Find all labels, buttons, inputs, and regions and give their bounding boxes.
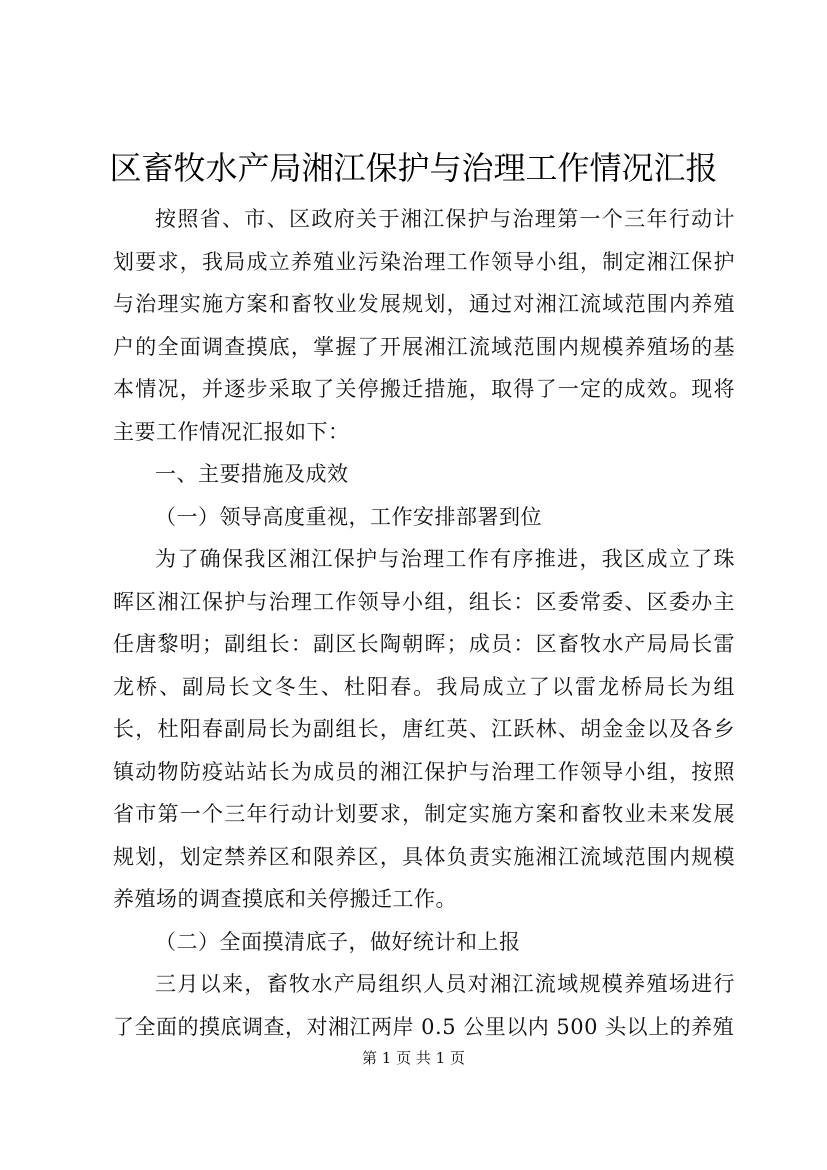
- page-number-footer: 第 1 页 共 1 页: [362, 1049, 465, 1067]
- section-heading-1: 一、主要措施及成效: [155, 462, 349, 486]
- subsection-body-2: 三月以来，畜牧水产局组织人员对湘江流域规模养殖场进行了全面的摸底调查，对湘江两岸 0.5 公里以内 500 头以上的养殖: [113, 972, 735, 1039]
- subsection-body-1: 为了确保我区湘江保护与治理工作有序推进，我区成立了珠晖区湘江保护与治理工作领导小组，组长：区委常委、区委办主任唐黎明；副组长：副区长陶朝晖；成员：区畜牧水产局局长雷龙桥、副局长文冬生、杜阳春。我局成立了以雷龙桥局长为组长，杜阳春副局长为副组长，唐红英、江跃林、胡金金以及各乡镇动物防疫站站长为成员的湘江保护与治理工作领导小组，按照省市第一个三年行动计划要求，制定实施方案和畜牧业未来发展规划，划定禁养区和限养区，具体负责实施湘江流域范围内规模养殖场的调查摸底和关停搬迁工作。: [113, 547, 735, 911]
- subsection-heading-1: （一）领导高度重视，工作安排部署到位: [155, 504, 542, 529]
- intro-paragraph: 按照省、市、区政府关于湘江保护与治理第一个三年行动计划要求，我局成立养殖业污染治理工作领导小组，制定湘江保护与治理实施方案和畜牧业发展规划，通过对湘江流域范围内养殖户的全面调查摸底，掌握了开展湘江流域范围内规模养殖场的基本情况，并逐步采取了关停搬迁措施，取得了一定的成效。现将主要工作情况汇报如下：: [113, 207, 735, 444]
- document-body: [113, 198, 735, 1048]
- document-title: 区畜牧水产局湘江保护与治理工作情况汇报: [109, 149, 718, 187]
- subsection-heading-2: （二）全面摸清底子，做好统计和上报: [155, 929, 521, 954]
